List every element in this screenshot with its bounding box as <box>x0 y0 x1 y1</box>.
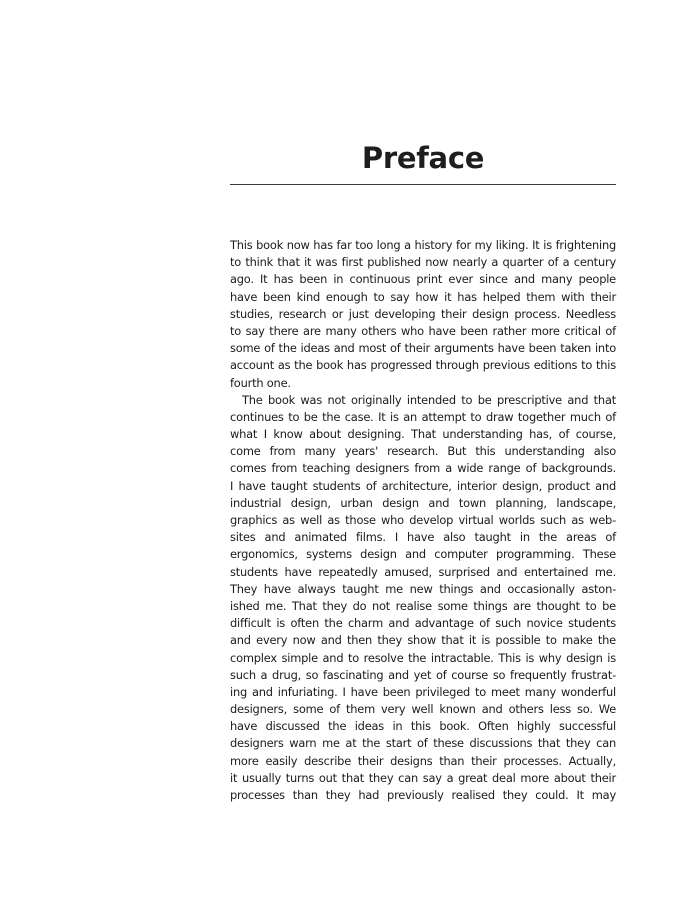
paragraph <box>230 392 616 805</box>
text-line: They have always taught me new things and occasionally aston- <box>230 581 616 596</box>
text-line: continues to be the case. It is an attempt to draw together much of <box>230 409 616 424</box>
text-line: what I know about designing. That understanding has, of course, <box>230 427 616 442</box>
text-line: I have taught students of architecture, interior design, product and <box>230 478 616 493</box>
body-text <box>230 237 616 804</box>
text-line: to say there are many others who have been rather more critical of <box>230 323 616 338</box>
paragraph <box>230 237 616 392</box>
text-line: ergonomics, systems design and computer programming. These <box>230 547 616 562</box>
text-line: This book now has far too long a history for my liking. It is frightening <box>230 238 616 252</box>
title-rule <box>230 184 616 185</box>
text-line: account as the book has progressed through previous editions to this <box>230 358 616 373</box>
text-line: ing and infuriating. I have been privileged to meet many wonderful <box>230 684 616 699</box>
text-line: more easily describe their designs than their processes. Actually, <box>230 753 616 768</box>
text-line: industrial design, urban design and town planning, landscape, <box>230 495 616 510</box>
text-line: have been kind enough to say how it has helped them with their <box>230 289 616 304</box>
text-line: designers warn me at the start of these discussions that they can <box>230 736 616 751</box>
text-line: designers, some of them very well known and others less so. We <box>230 702 616 717</box>
text-line: The book was not originally intended to be prescriptive and that <box>242 392 616 407</box>
text-line: to think that it was first published now nearly a quarter of a century <box>230 255 616 270</box>
text-line: ago. It has been in continuous print ever since and many people <box>230 272 616 287</box>
text-line: graphics as well as those who develop virtual worlds such as web- <box>230 513 616 527</box>
text-line: processes than they had previously realised they could. It may <box>230 788 616 802</box>
text-line: have discussed the ideas in this book. Often highly successful <box>230 719 616 734</box>
text-line: comes from teaching designers from a wide range of backgrounds. <box>230 461 616 476</box>
text-line: studies, research or just developing their design process. Needless <box>230 306 616 321</box>
text-line: ished me. That they do not realise some things are thought to be <box>230 598 616 613</box>
text-line: sites and animated films. I have also taught in the areas of <box>230 530 616 545</box>
text-line: difficult is often the charm and advantage of such novice students <box>230 616 616 631</box>
text-line: some of the ideas and most of their arguments have been taken into <box>230 341 616 356</box>
text-line: students have repeatedly amused, surprised and entertained me. <box>230 564 616 579</box>
text-line: fourth one. <box>230 375 291 390</box>
page-title: Preface <box>361 141 485 175</box>
text-line: it usually turns out that they can say a great deal more about their <box>230 770 616 785</box>
text-line: complex simple and to resolve the intractable. This is why design is <box>230 650 616 665</box>
text-line: come from many years' research. But this understanding also <box>230 444 616 459</box>
text-line: and every now and then they show that it is possible to make the <box>230 633 616 648</box>
text-line: such a drug, so fascinating and yet of course so frequently frustrat- <box>230 667 616 682</box>
